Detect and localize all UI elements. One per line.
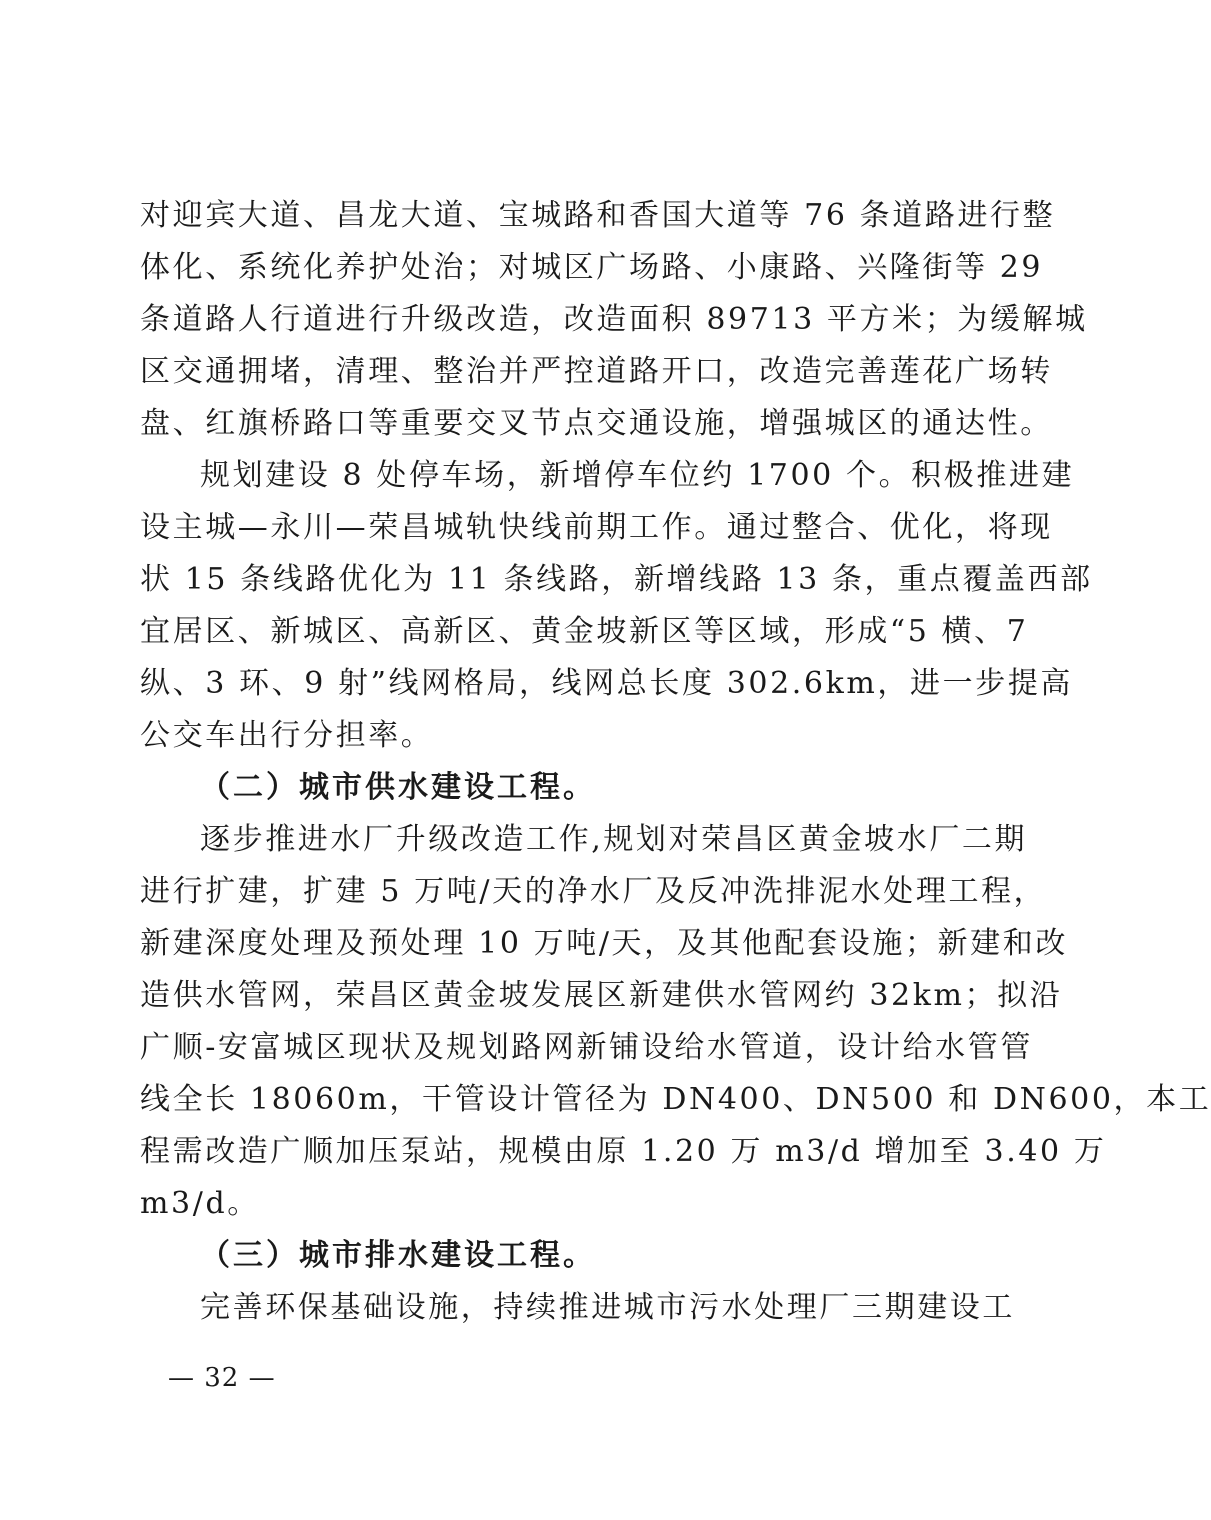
paragraph-line: 广顺-安富城区现状及规划路网新铺设给水管道，设计给水管管 [140,1030,1033,1065]
paragraph-line: 新建深度处理及预处理 10 万吨/天，及其他配套设施；新建和改 [140,926,1068,961]
paragraph-line: 逐步推进水厂升级改造工作,规划对荣昌区黄金坡水厂二期 [200,822,1028,857]
paragraph-line: 盘、红旗桥路口等重要交叉节点交通设施，增强城区的通达性。 [140,406,1053,441]
paragraph-line: 体化、系统化养护处治；对城区广场路、小康路、兴隆街等 29 [140,250,1044,285]
paragraph-line: 宜居区、新城区、高新区、黄金坡新区等区域，形成“5 横、7 [140,614,1029,649]
paragraph-line: 造供水管网，荣昌区黄金坡发展区新建供水管网约 32km；拟沿 [140,978,1063,1013]
paragraph-line: 进行扩建，扩建 5 万吨/天的净水厂及反冲洗排泥水处理工程， [140,874,1047,909]
page-number: — 32 — [168,1363,276,1393]
paragraph-line: m3/d。 [140,1186,260,1221]
paragraph-line: 完善环保基础设施，持续推进城市污水处理厂三期建设工 [200,1290,1015,1325]
paragraph-line: 设主城—永川—荣昌城轨快线前期工作。通过整合、优化，将现 [140,510,1053,545]
paragraph-line: 纵、3 环、9 射”线网格局，线网总长度 302.6km，进一步提高 [140,666,1074,701]
section-heading: （三）城市排水建设工程。 [200,1238,596,1273]
paragraph-line: 公交车出行分担率。 [140,718,434,753]
paragraph-line: 状 15 条线路优化为 11 条线路，新增线路 13 条，重点覆盖西部 [140,562,1093,597]
paragraph-line: 程需改造广顺加压泵站，规模由原 1.20 万 m3/d 增加至 3.40 万 [140,1134,1107,1169]
paragraph-line: 条道路人行道进行升级改造，改造面积 89713 平方米；为缓解城 [140,302,1088,337]
paragraph-line: 区交通拥堵，清理、整治并严控道路开口，改造完善莲花广场转 [140,354,1053,389]
paragraph-line: 线全长 18060m，干管设计管径为 DN400、DN500 和 DN600，本工 [140,1082,1211,1117]
paragraph-line: 对迎宾大道、昌龙大道、宝城路和香国大道等 76 条道路进行整 [140,198,1056,233]
paragraph-line: 规划建设 8 处停车场，新增停车位约 1700 个。积极推进建 [200,458,1075,493]
section-heading: （二）城市供水建设工程。 [200,770,596,805]
